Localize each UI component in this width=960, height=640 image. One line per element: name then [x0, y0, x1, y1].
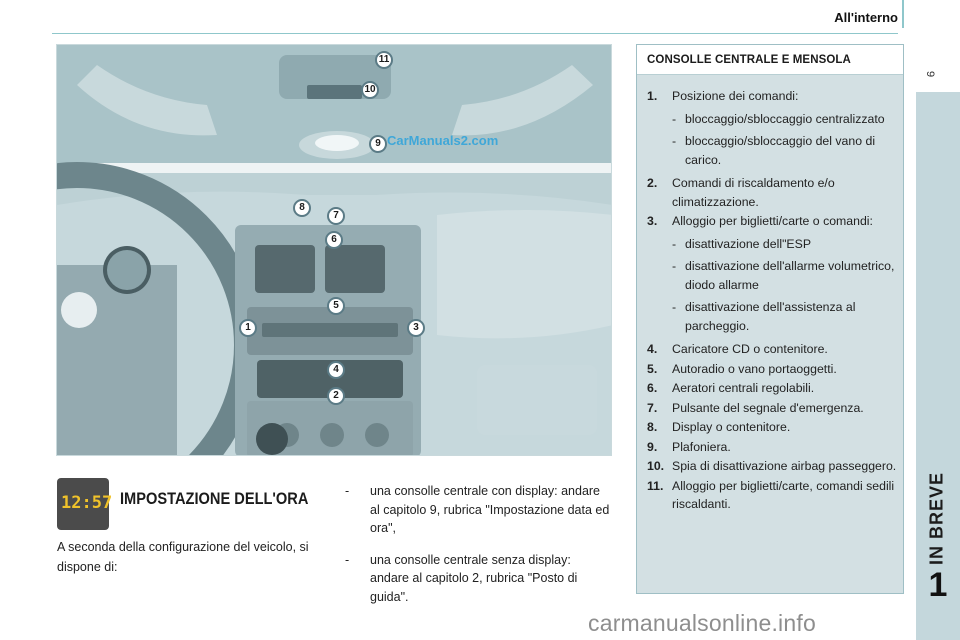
legend-sub-item: - disattivazione dell'allarme volumetrico, diodo allarme — [672, 257, 899, 294]
callout-10: 10 — [361, 81, 379, 99]
legend-item-number: 9. — [647, 439, 658, 454]
legend-item — [647, 87, 899, 174]
legend-item-number: 5. — [647, 361, 658, 376]
legend-sub-item: - disattivazione dell"ESP — [672, 235, 899, 254]
legend-item — [647, 212, 899, 340]
legend-item-text: Caricatore CD o contenitore. — [672, 342, 828, 356]
clock-section-heading: IMPOSTAZIONE DELL'ORA — [120, 489, 309, 508]
callout-8: 8 — [293, 199, 311, 217]
legend-item — [647, 399, 899, 419]
clock-display-icon — [57, 478, 113, 530]
legend-sub-item: - bloccaggio/sbloccaggio del vano di carico. — [672, 132, 899, 169]
legend-item-text: Aeratori centrali regolabili. — [672, 381, 815, 395]
page-number: 9 — [924, 70, 936, 78]
legend-item-text: Spia di disattivazione airbag passeggero. — [672, 459, 897, 473]
dash-bullet: - — [345, 552, 350, 567]
legend-item-number: 8. — [647, 420, 658, 434]
legend-item-text: Pulsante del segnale d'emergenza. — [672, 400, 864, 415]
legend-item — [647, 457, 899, 477]
legend-item-text: Comandi di riscaldamento e/o climatizzazione. — [672, 176, 835, 209]
legend-item-number: 3. — [647, 214, 658, 228]
section-title: All'interno — [834, 10, 898, 25]
legend-item — [647, 418, 899, 438]
callout-11: 11 — [375, 51, 393, 69]
callout-5: 5 — [327, 297, 345, 315]
callout-4: 4 — [327, 361, 345, 379]
legend-item-text: Autoradio o vano portaoggetti. — [672, 361, 837, 376]
option-text: una consolle centrale con display: andare al capitolo 9, rubrica "Impostazione data ed ora", — [370, 484, 610, 535]
legend-item-text: Alloggio per biglietti/carte o comandi: — [672, 214, 873, 228]
chapter-number: 1 — [928, 566, 948, 604]
clock-intro-text: A seconda della configurazione del veicolo, si dispone di: — [57, 540, 309, 574]
chapter-label-text: IN BREVE — [926, 471, 947, 566]
option-text: una consolle centrale senza display: andare al capitolo 2, rubrica "Posto di guida". — [370, 552, 578, 604]
clock-display-text: 12:57 — [61, 493, 113, 513]
header-divider-tick — [902, 0, 904, 28]
legend-sub-item: - disattivazione dell'assistenza al parcheggio. — [672, 298, 899, 335]
legend-item — [647, 340, 899, 360]
legend-item-number: 2. — [647, 176, 658, 190]
clock-options-list — [345, 482, 610, 619]
panel-heading — [637, 45, 903, 75]
callout-3: 3 — [407, 319, 425, 337]
legend-sub-list — [672, 235, 899, 336]
callout-9: 9 — [369, 135, 387, 153]
panel-heading-text: CONSOLLE CENTRALE E MENSOLA — [647, 54, 851, 66]
legend-item-number: 1. — [647, 89, 658, 103]
legend-item-number: 10. — [647, 459, 665, 473]
legend-item — [647, 174, 899, 212]
legend-list — [647, 75, 899, 515]
callout-7: 7 — [327, 207, 345, 225]
legend-panel — [636, 44, 904, 594]
photo-watermark: CarManuals2.com — [387, 133, 499, 148]
legend-item — [647, 477, 899, 515]
legend-item — [647, 360, 899, 380]
legend-item-number: 11. — [647, 478, 664, 493]
dash-bullet: - — [345, 484, 350, 498]
legend-item-text: Posizione dei comandi: — [672, 89, 799, 103]
legend-sub-list — [672, 110, 899, 170]
legend-item-number: 4. — [647, 342, 658, 356]
legend-sub-item: - bloccaggio/sbloccaggio centralizzato — [672, 110, 899, 129]
list-item — [345, 551, 610, 607]
chapter-label — [912, 460, 956, 580]
callout-2: 2 — [327, 387, 345, 405]
callout-1: 1 — [239, 319, 257, 337]
legend-item — [647, 379, 899, 399]
legend-item-number: 6. — [647, 381, 658, 395]
legend-item-number: 7. — [647, 400, 658, 415]
legend-item — [647, 438, 899, 458]
dashboard-photo — [56, 44, 612, 456]
list-item — [345, 482, 610, 538]
legend-item-text: Display o contenitore. — [672, 420, 791, 434]
header-rule — [52, 33, 898, 34]
callout-6: 6 — [325, 231, 343, 249]
legend-item-text: Plafoniera. — [672, 439, 731, 454]
footer-watermark: carmanualsonline.info — [588, 610, 816, 636]
legend-item-text: Alloggio per biglietti/carte, comandi sedili riscaldanti. — [672, 478, 895, 511]
